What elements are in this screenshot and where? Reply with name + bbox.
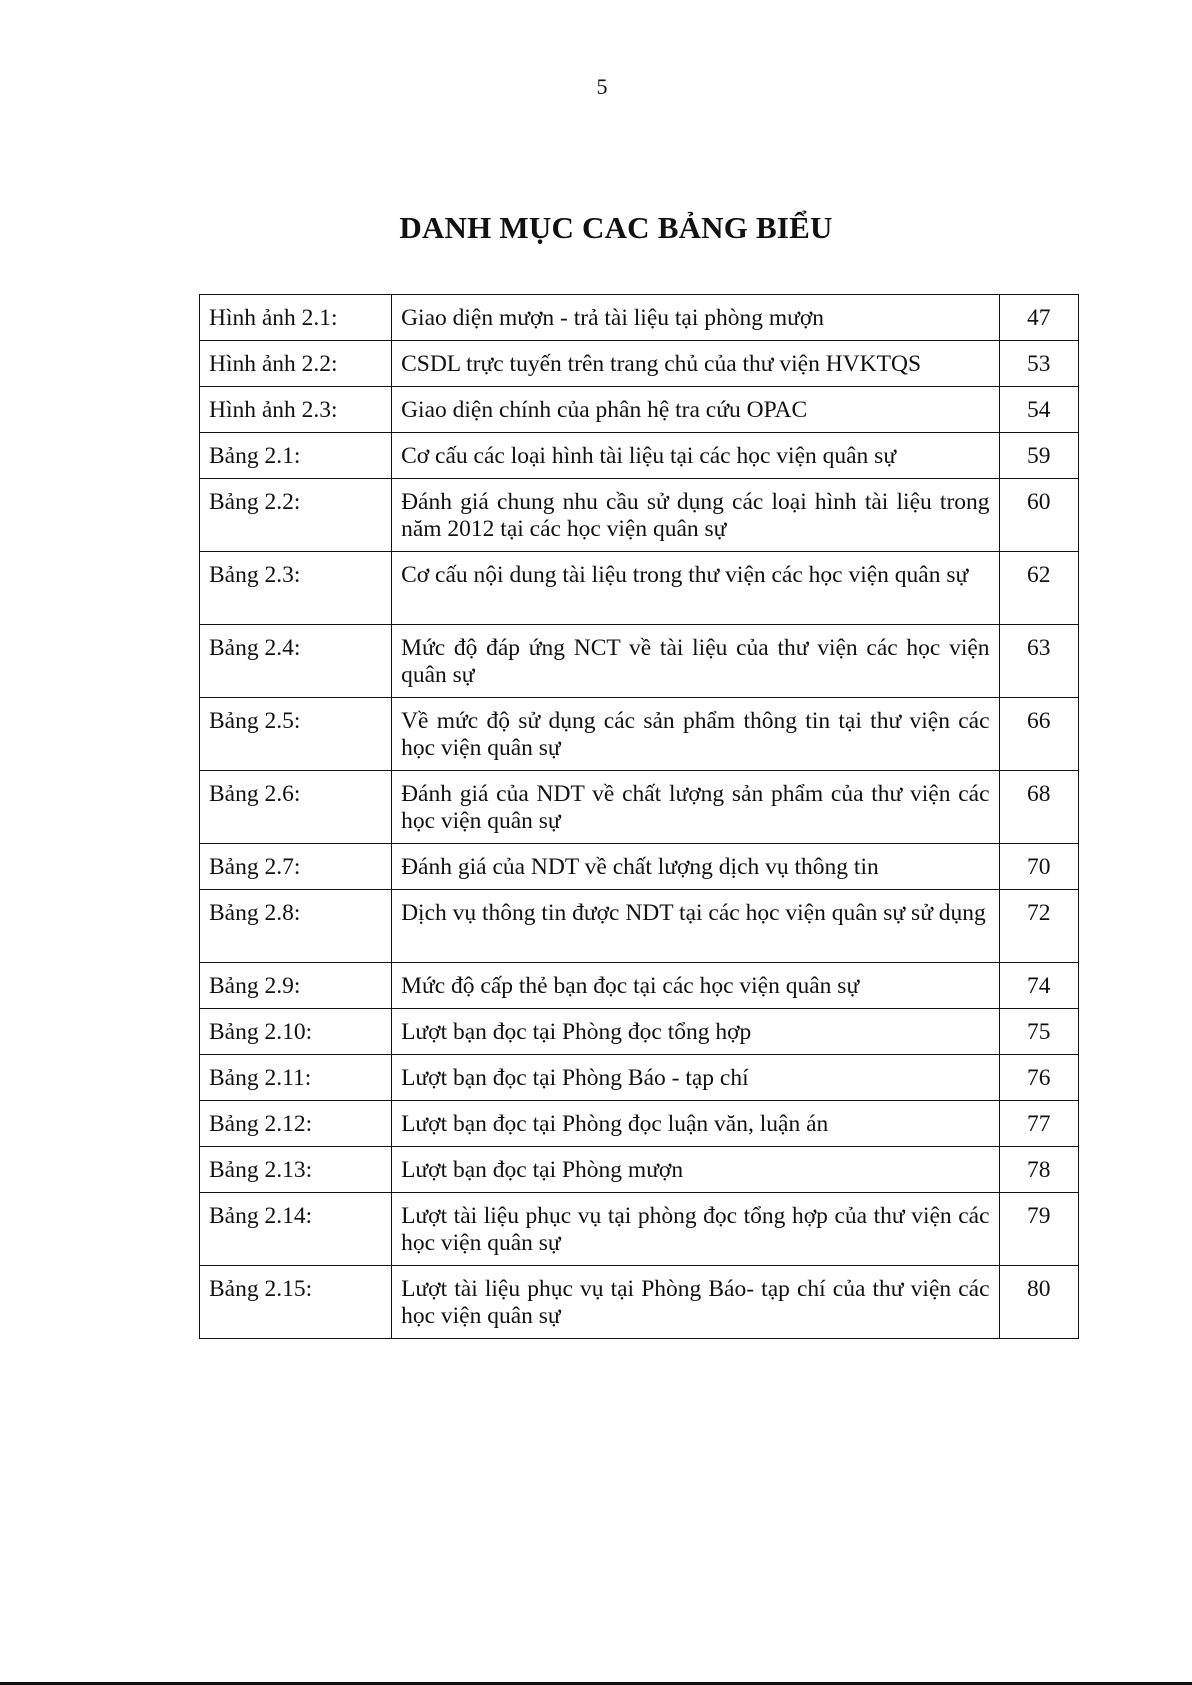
table-row	[200, 1055, 1079, 1101]
row-description: Mức độ đáp ứng NCT về tài liệu của thư viện các học viện quân sự	[392, 625, 999, 698]
row-page-number: 62	[999, 552, 1078, 625]
row-page-number: 75	[999, 1009, 1078, 1055]
table-row	[200, 552, 1079, 625]
row-description: Đánh giá chung nhu cầu sử dụng các loại hình tài liệu trong năm 2012 tại các học viện quân sự	[392, 479, 999, 552]
table-row	[200, 1266, 1079, 1339]
table-of-figures	[199, 294, 1079, 1339]
row-label: Bảng 2.3:	[200, 552, 392, 625]
row-description: Lượt tài liệu phục vụ tại phòng đọc tổng hợp của thư viện các học viện quân sự	[392, 1193, 999, 1266]
row-page-number: 63	[999, 625, 1078, 698]
row-label: Bảng 2.5:	[200, 698, 392, 771]
row-page-number: 53	[999, 341, 1078, 387]
row-label: Bảng 2.14:	[200, 1193, 392, 1266]
row-page-number: 76	[999, 1055, 1078, 1101]
table-row	[200, 963, 1079, 1009]
table-row	[200, 433, 1079, 479]
row-page-number: 70	[999, 844, 1078, 890]
table-row	[200, 1193, 1079, 1266]
row-page-number: 77	[999, 1101, 1078, 1147]
row-description: Lượt bạn đọc tại Phòng đọc tổng hợp	[392, 1009, 999, 1055]
row-description: Lượt bạn đọc tại Phòng mượn	[392, 1147, 999, 1193]
row-label: Hình ảnh 2.1:	[200, 295, 392, 341]
row-description: Đánh giá của NDT về chất lượng dịch vụ thông tin	[392, 844, 999, 890]
row-description: Giao diện chính của phân hệ tra cứu OPAC	[392, 387, 999, 433]
table-row	[200, 698, 1079, 771]
table-row	[200, 844, 1079, 890]
row-label: Hình ảnh 2.3:	[200, 387, 392, 433]
page-number: 5	[596, 74, 608, 99]
row-description: Cơ cấu các loại hình tài liệu tại các học viện quân sự	[392, 433, 999, 479]
table-row	[200, 295, 1079, 341]
row-description: Lượt bạn đọc tại Phòng đọc luận văn, luận án	[392, 1101, 999, 1147]
row-page-number: 79	[999, 1193, 1078, 1266]
table-row	[200, 1147, 1079, 1193]
table-row	[200, 1101, 1079, 1147]
row-page-number: 66	[999, 698, 1078, 771]
page-title: DANH MỤC CAC BẢNG BIỂU	[399, 210, 833, 245]
row-page-number: 54	[999, 387, 1078, 433]
row-description: Dịch vụ thông tin được NDT tại các học viện quân sự sử dụng	[392, 890, 999, 963]
row-description: Giao diện mượn - trả tài liệu tại phòng mượn	[392, 295, 999, 341]
table-row	[200, 771, 1079, 844]
table-row	[200, 1009, 1079, 1055]
row-page-number: 74	[999, 963, 1078, 1009]
row-label: Bảng 2.4:	[200, 625, 392, 698]
row-label: Bảng 2.1:	[200, 433, 392, 479]
table-row	[200, 625, 1079, 698]
table-row	[200, 890, 1079, 963]
row-page-number: 78	[999, 1147, 1078, 1193]
row-description: Đánh giá của NDT về chất lượng sản phẩm của thư viện các học viện quân sự	[392, 771, 999, 844]
row-description: Về mức độ sử dụng các sản phẩm thông tin tại thư viện các học viện quân sự	[392, 698, 999, 771]
row-label: Bảng 2.12:	[200, 1101, 392, 1147]
row-description: Lượt tài liệu phục vụ tại Phòng Báo- tạp chí của thư viện các học viện quân sự	[392, 1266, 999, 1339]
row-label: Bảng 2.15:	[200, 1266, 392, 1339]
row-description: Lượt bạn đọc tại Phòng Báo - tạp chí	[392, 1055, 999, 1101]
row-label: Bảng 2.8:	[200, 890, 392, 963]
row-page-number: 68	[999, 771, 1078, 844]
row-description: CSDL trực tuyến trên trang chủ của thư viện HVKTQS	[392, 341, 999, 387]
row-label: Bảng 2.9:	[200, 963, 392, 1009]
table-row	[200, 479, 1079, 552]
row-label: Bảng 2.10:	[200, 1009, 392, 1055]
table-row	[200, 341, 1079, 387]
row-page-number: 59	[999, 433, 1078, 479]
row-page-number: 72	[999, 890, 1078, 963]
row-description: Cơ cấu nội dung tài liệu trong thư viện các học viện quân sự	[392, 552, 999, 625]
row-page-number: 60	[999, 479, 1078, 552]
row-label: Bảng 2.11:	[200, 1055, 392, 1101]
row-label: Bảng 2.7:	[200, 844, 392, 890]
table-row	[200, 387, 1079, 433]
row-page-number: 80	[999, 1266, 1078, 1339]
row-label: Hình ảnh 2.2:	[200, 341, 392, 387]
row-label: Bảng 2.2:	[200, 479, 392, 552]
row-description: Mức độ cấp thẻ bạn đọc tại các học viện quân sự	[392, 963, 999, 1009]
row-page-number: 47	[999, 295, 1078, 341]
row-label: Bảng 2.13:	[200, 1147, 392, 1193]
row-label: Bảng 2.6:	[200, 771, 392, 844]
